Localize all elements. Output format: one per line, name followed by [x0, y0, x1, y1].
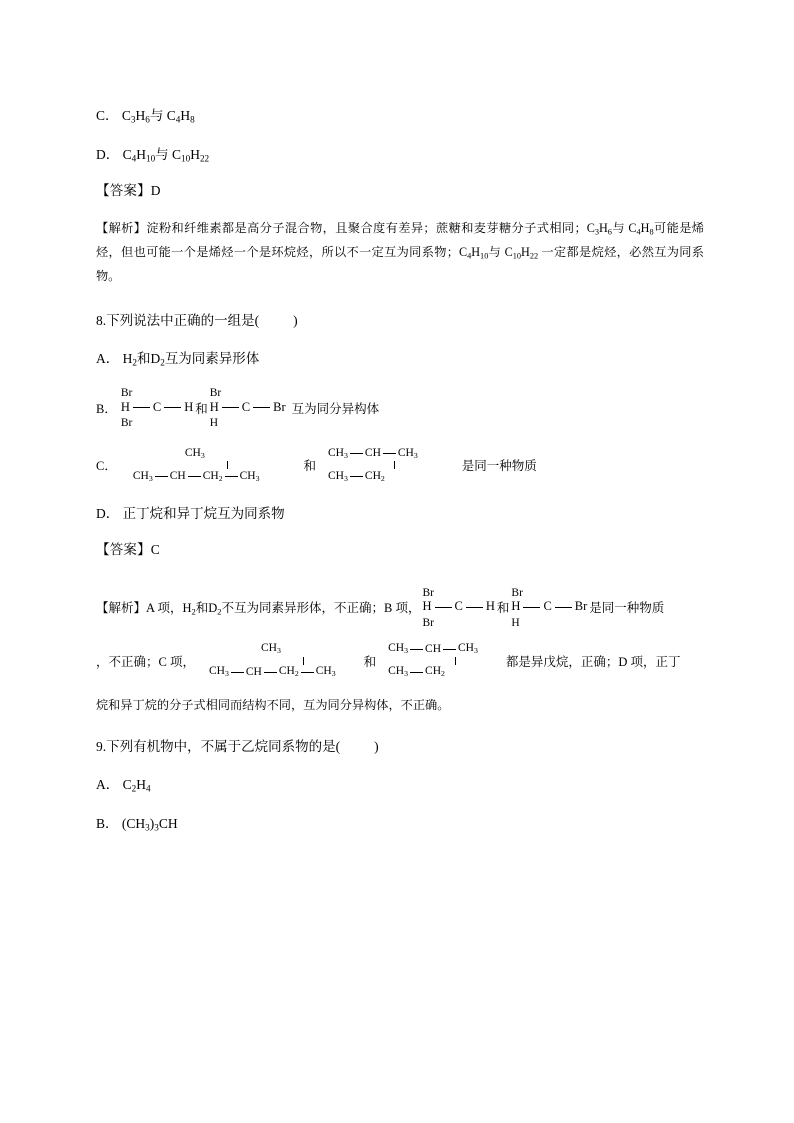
question-9-stem-after: ): [374, 739, 379, 755]
atom-left: H: [120, 400, 130, 415]
bond-horizontal: [466, 607, 483, 608]
bond-horizontal: [155, 476, 168, 477]
atom-left: H: [511, 599, 521, 614]
q8-explanation-conjunction-1: 和: [496, 601, 510, 616]
q8-option-a: [96, 347, 704, 368]
bond-vertical: [303, 657, 304, 665]
option-c-top-text: $C_3H_6$与 $C_4H_8$: [121, 108, 195, 125]
skeleton-upper-row: [133, 446, 260, 461]
group-ch3: $CH_3$: [184, 446, 205, 461]
group-ch3: $CH_3$: [458, 642, 478, 656]
molecule-isopentane-left: [133, 446, 260, 484]
group-ch: CH: [364, 447, 381, 460]
group-ch2: $CH_2$: [202, 469, 223, 484]
group-ch3: $CH_3$: [388, 665, 409, 679]
q8-option-a-prefix: A．: [96, 350, 120, 366]
option-c-top: [96, 104, 704, 125]
question-8-stem: [96, 309, 704, 329]
bond-horizontal: [435, 607, 452, 608]
molecule-mid-row: [423, 600, 495, 615]
bond-horizontal: [264, 672, 277, 673]
molecule-bottom-label: Br: [422, 616, 434, 629]
q8-answer: 【答案】C: [96, 542, 161, 558]
skeleton-upper-row: [209, 642, 336, 657]
molecule-top-label: Br: [120, 387, 133, 400]
question-8-number: 8.: [96, 312, 107, 328]
molecule-bottom-label: H: [209, 417, 219, 430]
q8-option-d-text: 正丁烷和异丁烷互为同系物: [122, 506, 285, 522]
skeleton-lower-row: [328, 469, 418, 484]
bond-horizontal: [350, 453, 363, 454]
bond-horizontal: [523, 607, 540, 608]
molecule-top-label: Br: [511, 586, 523, 599]
skeleton-lower-row: [388, 665, 478, 680]
q9-option-a-prefix: A．: [96, 777, 120, 793]
option-d-top: [96, 143, 704, 164]
molecule-1-1-dibromoethane-explain: [511, 585, 587, 630]
molecule-1-2-dibromoethane-left: [121, 385, 193, 430]
molecule-1-2-dibromoethane-explain: [423, 585, 495, 630]
bond-horizontal: [301, 672, 314, 673]
q9-option-b: [96, 812, 704, 833]
page-content: [96, 104, 704, 850]
bond-horizontal: [164, 407, 181, 408]
group-ch2: $CH_2$: [278, 665, 299, 679]
skeleton-lower-row: [209, 665, 336, 680]
q8-explanation-seg-2: 是同一种物质: [589, 601, 665, 616]
molecule-top-label: Br: [209, 387, 222, 400]
q8-option-d: [96, 502, 704, 522]
question-9-number: 9.: [96, 739, 107, 755]
skeleton-bond-row: [328, 461, 418, 469]
group-ch3: $CH_3$: [328, 469, 348, 484]
bond-horizontal: [350, 476, 363, 477]
question-8-stem-after: ): [293, 312, 298, 328]
atom-right: H: [184, 400, 194, 415]
q8-explanation-line-3: [96, 694, 704, 718]
q9-option-a-text: $C_2H_4$: [122, 777, 151, 794]
q8-option-b-conjunction: 和: [195, 401, 208, 416]
group-ch3: $CH_3$: [208, 665, 229, 679]
atom-left: H: [209, 400, 219, 415]
bond-horizontal: [555, 607, 572, 608]
molecule-isopentane-right: [328, 446, 418, 484]
atom-center: C: [543, 599, 552, 614]
group-ch3: $CH_3$: [132, 469, 153, 484]
skeleton-upper-row: [328, 446, 418, 461]
q8-explanation-seg-5: 烷和异丁烷的分子式相同而结构不同，互为同分异构体，不正确。: [96, 697, 450, 712]
q8-option-d-prefix: D．: [96, 506, 120, 522]
bond-horizontal: [410, 649, 423, 650]
q8-option-a-text: $H_2$和$D_2$互为同素异形体: [122, 350, 260, 368]
q8-option-b-prefix: B．: [96, 401, 117, 416]
q9-option-a: [96, 773, 704, 794]
bond-vertical: [227, 461, 228, 469]
skeleton-bond-row: [133, 461, 260, 469]
molecule-1-1-dibromoethane-right: [210, 385, 286, 430]
bond-horizontal: [188, 476, 201, 477]
q8-explanation-conjunction-2: 和: [363, 654, 377, 669]
group-ch: CH: [245, 665, 262, 678]
bond-vertical: [394, 461, 395, 469]
q9-option-b-prefix: B．: [96, 815, 119, 831]
q8-explanation-line-2: [96, 642, 704, 680]
q9-option-b-text: $(CH_3)_3CH$: [121, 815, 178, 833]
atom-center: C: [454, 599, 463, 614]
group-ch2: $CH_2$: [425, 665, 445, 679]
atom-left: H: [422, 599, 432, 614]
q8-option-c-prefix: C．: [96, 459, 117, 474]
skeleton-lower-row: [133, 469, 260, 484]
option-d-top-text: $C_4H_{10}$与 $C_{10}H_{22}$: [122, 146, 210, 164]
molecule-bottom-label: H: [511, 616, 520, 629]
group-ch: CH: [169, 470, 186, 483]
q8-option-b-tail: 互为同分异构体: [291, 401, 380, 416]
group-ch3: $CH_3$: [260, 642, 281, 656]
molecule-bottom-label: Br: [120, 417, 133, 430]
q8-explanation-seg-3: ，不正确；C 项，: [96, 654, 195, 669]
question-9-stem: [96, 735, 704, 755]
group-ch3: $CH_3$: [388, 642, 409, 656]
answer-top: 【答案】D: [96, 183, 161, 199]
group-ch3: $CH_3$: [328, 446, 348, 461]
bond-horizontal: [253, 407, 270, 408]
question-8-stem-before: 下列说法中正确的一组是(: [106, 312, 260, 328]
bond-horizontal: [383, 453, 396, 454]
molecule-mid-row: [210, 400, 286, 415]
atom-right: Br: [273, 400, 286, 415]
skeleton-bond-row: [209, 657, 336, 665]
atom-right: Br: [574, 599, 588, 614]
q8-option-c-conjunction: 和: [303, 459, 317, 474]
option-c-top-prefix: C．: [96, 108, 119, 123]
group-ch3: $CH_3$: [239, 469, 260, 484]
q8-option-c: [96, 446, 704, 484]
group-ch: CH: [425, 642, 442, 655]
group-ch2: $CH_2$: [364, 469, 385, 484]
option-d-top-prefix: D．: [96, 146, 120, 162]
atom-right: H: [485, 599, 495, 614]
q8-explanation-seg-1: 【解析】A 项，$H_2$和$D_2$不互为同素异形体，不正确；B 项，: [96, 600, 421, 617]
bond-horizontal: [225, 476, 238, 477]
molecule-isopentane-explain-right: [388, 642, 478, 680]
group-ch3: $CH_3$: [397, 446, 418, 461]
group-ch3: $CH_3$: [315, 665, 336, 679]
molecule-mid-row: [121, 400, 193, 415]
skeleton-upper-row: [388, 642, 478, 657]
molecule-isopentane-explain-left: [209, 642, 336, 680]
bond-horizontal: [133, 407, 150, 408]
explanation-top: 【解析】淀粉和纤维素都是高分子混合物，且聚合度有差异；蔗糖和麦芽糖分子式相同；$C_3H_6$与 $C_4H_8$可能是烯烃，但也可能一个是烯烃一个是环烷烃，所以不一定互为同系物；$C_4H_{10}$与 $C_{10}H_{22}$ 一定都是烷烃，必然互为同系物。: [96, 221, 704, 283]
q8-option-c-tail: 是同一种物质: [461, 459, 537, 474]
atom-center: C: [152, 400, 162, 415]
bond-horizontal: [410, 672, 423, 673]
bond-horizontal: [443, 649, 456, 650]
q8-explanation-seg-4: 都是异戊烷，正确；D 项，正丁: [505, 654, 681, 669]
molecule-mid-row: [511, 600, 587, 615]
bond-vertical: [455, 657, 456, 665]
atom-center: C: [241, 400, 251, 415]
skeleton-bond-row: [388, 657, 478, 665]
bond-horizontal: [231, 672, 244, 673]
bond-horizontal: [222, 407, 239, 408]
molecule-top-label: Br: [422, 586, 434, 599]
q8-explanation-line-1: [96, 585, 704, 630]
question-9-stem-before: 下列有机物中，不属于乙烷同系物的是(: [106, 739, 341, 755]
q8-option-b: [96, 385, 704, 430]
